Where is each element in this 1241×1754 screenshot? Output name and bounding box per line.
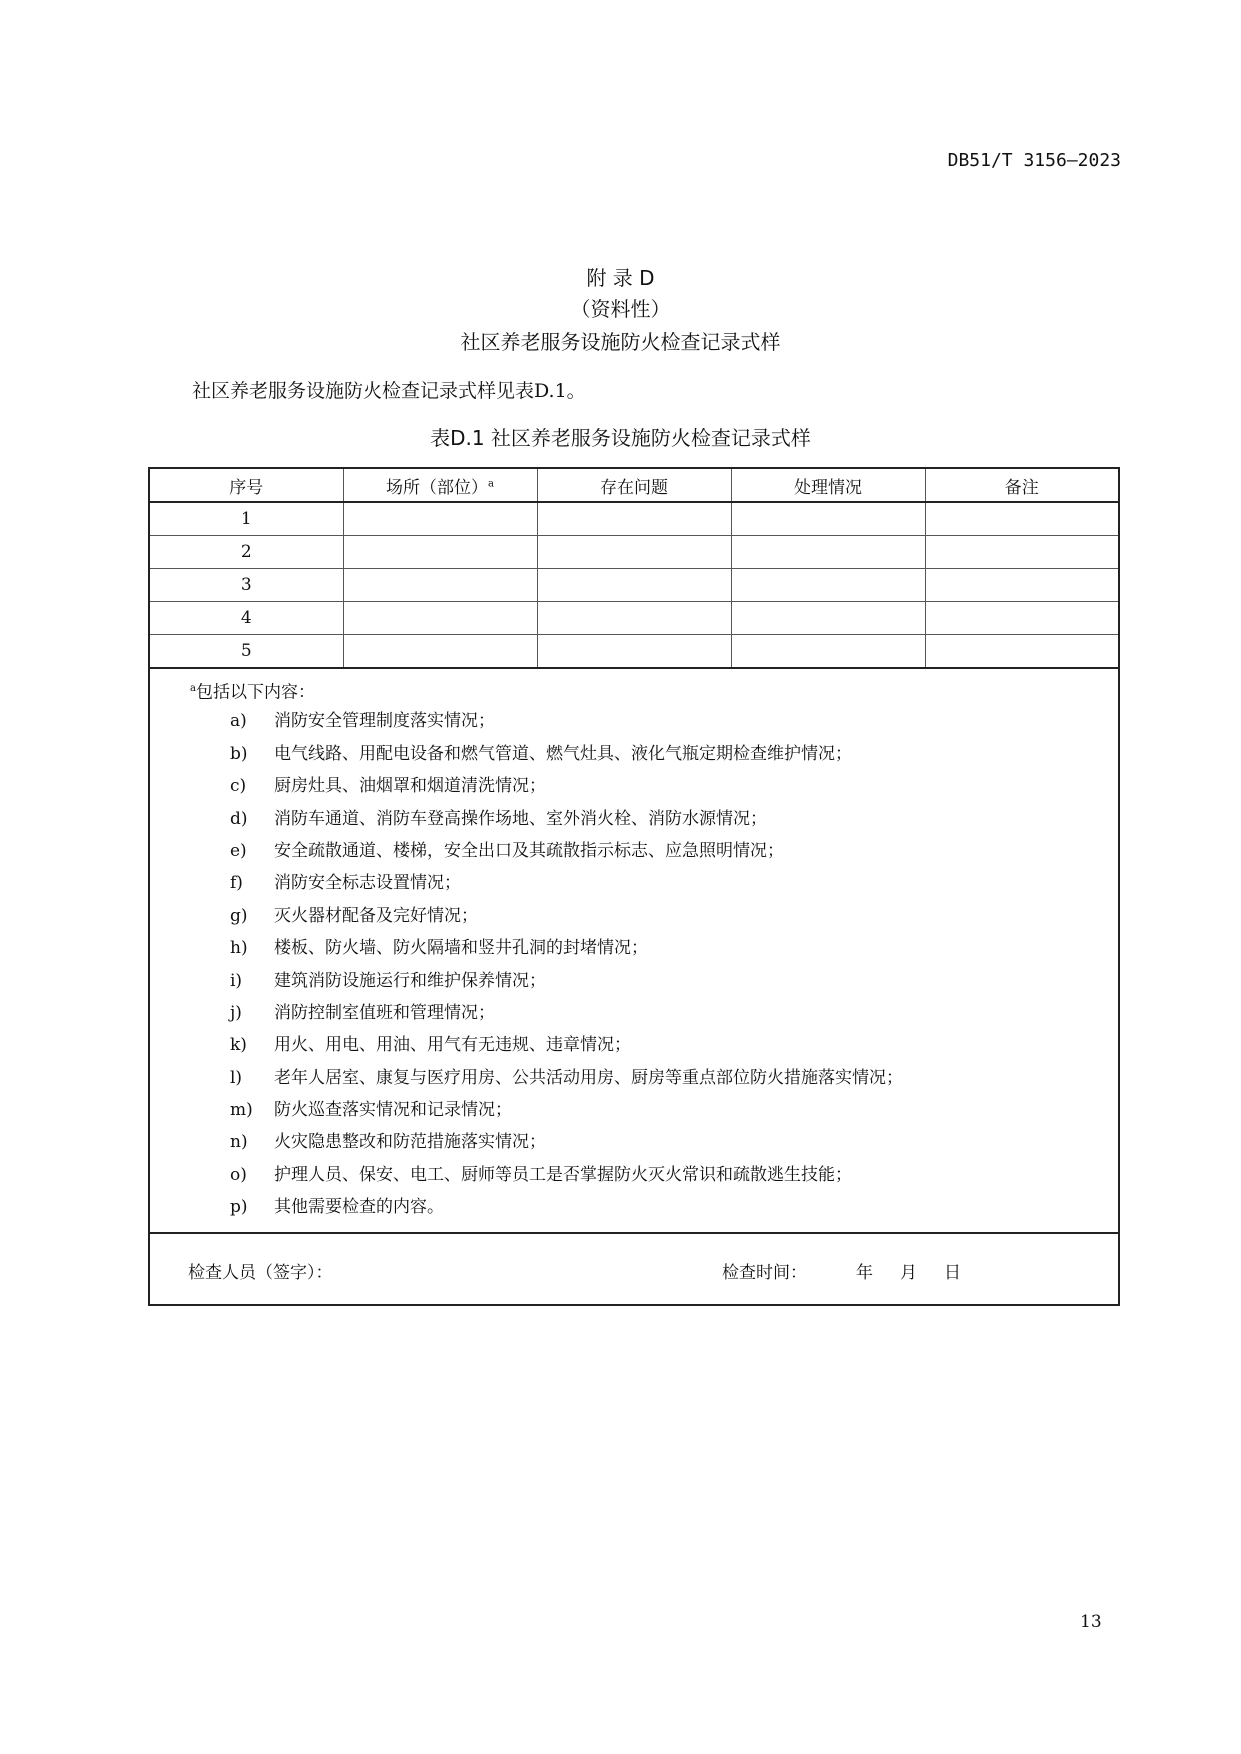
table-row: [149, 502, 1119, 536]
empty-cell: [925, 502, 1119, 536]
item-text: 消防控制室值班和管理情况；: [274, 1002, 495, 1023]
header-cell: 备注: [925, 468, 1119, 502]
list-item: [190, 1159, 1118, 1191]
row-number: 5: [149, 635, 343, 669]
empty-cell: [731, 536, 925, 569]
time-label: 检查时间：: [722, 1262, 807, 1283]
item-text: 安全疏散通道、楼梯，安全出口及其疏散指示标志、应急照明情况；: [274, 840, 784, 861]
row-number: 4: [149, 602, 343, 635]
empty-cell: [925, 602, 1119, 635]
item-text: 老年人居室、康复与医疗用房、公共活动用房、厨房等重点部位防火措施落实情况；: [274, 1067, 903, 1088]
page-number: 13: [1080, 1612, 1102, 1632]
list-item: [190, 705, 1118, 737]
item-key: i): [230, 970, 243, 991]
item-key: m): [230, 1100, 253, 1121]
empty-cell: [537, 536, 731, 569]
table-header-row: [149, 468, 1119, 502]
month-label: 月: [900, 1262, 917, 1283]
empty-cell: [925, 569, 1119, 602]
item-text: 建筑消防设施运行和维护保养情况；: [274, 970, 546, 991]
empty-cell: [343, 602, 537, 635]
empty-cell: [731, 602, 925, 635]
item-key: e): [230, 840, 247, 861]
header-cell: [343, 468, 537, 502]
list-item: [190, 770, 1118, 802]
empty-cell: [925, 635, 1119, 669]
empty-cell: [537, 502, 731, 536]
empty-cell: [343, 569, 537, 602]
item-key: h): [230, 938, 248, 959]
empty-cell: [537, 635, 731, 669]
list-item: [190, 738, 1118, 770]
signature-row: [149, 1233, 1119, 1305]
item-key: g): [230, 905, 248, 926]
empty-cell: [343, 502, 537, 536]
header-cell: 序号: [149, 468, 343, 502]
table-caption: 表D.1 社区养老服务设施防火检查记录式样: [430, 426, 811, 450]
table-row: [149, 536, 1119, 569]
table-row: [149, 602, 1119, 635]
list-item: [190, 1029, 1118, 1061]
header-cell: 存在问题: [537, 468, 731, 502]
item-text: 楼板、防火墙、防火隔墙和竖井孔洞的封堵情况；: [274, 938, 648, 959]
item-key: k): [230, 1035, 247, 1056]
header-label: 场所（部位）: [386, 477, 489, 498]
item-key: a): [230, 711, 247, 732]
doc-code: DB51/T 3156—2023: [947, 150, 1121, 171]
list-item: [190, 1094, 1118, 1126]
notes-cell: [149, 668, 1119, 1233]
item-key: o): [230, 1164, 247, 1185]
item-text: 用火、用电、用油、用气有无违规、违章情况；: [274, 1035, 631, 1056]
row-number: 1: [149, 502, 343, 536]
item-key: l): [230, 1067, 243, 1088]
table-row: [149, 569, 1119, 602]
appendix-title: 社区养老服务设施防火检查记录式样: [460, 330, 781, 354]
empty-cell: [343, 635, 537, 669]
item-text: 消防安全管理制度落实情况；: [274, 711, 495, 732]
item-key: d): [230, 808, 248, 829]
item-key: p): [230, 1197, 248, 1218]
inspection-table: [148, 467, 1120, 1306]
inspector-label: 检查人员（签字）：: [188, 1262, 333, 1283]
list-item: [190, 803, 1118, 835]
list-item: [190, 867, 1118, 899]
item-text: 厨房灶具、油烟罩和烟道清洗情况；: [274, 776, 546, 797]
item-text: 消防安全标志设置情况；: [274, 873, 461, 894]
footnote-mark: a: [190, 683, 196, 694]
item-text: 防火巡查落实情况和记录情况；: [274, 1100, 512, 1121]
item-text: 电气线路、用配电设备和燃气管道、燃气灶具、液化气瓶定期检查维护情况；: [274, 743, 852, 764]
item-text: 火灾隐患整改和防范措施落实情况；: [274, 1132, 546, 1153]
item-text: 护理人员、保安、电工、厨师等员工是否掌握防火灭火常识和疏散逃生技能；: [274, 1164, 852, 1185]
item-key: j): [230, 1002, 242, 1023]
list-item: [190, 1062, 1118, 1094]
day-label: 日: [944, 1262, 961, 1283]
row-number: 3: [149, 569, 343, 602]
empty-cell: [731, 502, 925, 536]
item-text: 消防车通道、消防车登高操作场地、室外消火栓、消防水源情况；: [274, 808, 767, 829]
appendix-type: （资料性）: [570, 297, 671, 321]
list-item: [190, 997, 1118, 1029]
list-item: [190, 965, 1118, 997]
empty-cell: [925, 536, 1119, 569]
item-text: 灭火器材配备及完好情况；: [274, 905, 478, 926]
list-item: [190, 835, 1118, 867]
list-item: [190, 1191, 1118, 1223]
note-intro: 包括以下内容：: [195, 682, 315, 703]
item-key: n): [230, 1132, 248, 1153]
empty-cell: [537, 569, 731, 602]
intro-paragraph: 社区养老服务设施防火检查记录式样见表D.1。: [192, 380, 586, 402]
list-item: [190, 1126, 1118, 1158]
row-number: 2: [149, 536, 343, 569]
appendix-label: 附 录 D: [586, 266, 655, 290]
footnote-mark: a: [488, 477, 494, 489]
empty-cell: [343, 536, 537, 569]
empty-cell: [731, 635, 925, 669]
list-item: [190, 900, 1118, 932]
table-row: [149, 635, 1119, 669]
header-cell: 处理情况: [731, 468, 925, 502]
item-key: b): [230, 743, 248, 764]
empty-cell: [731, 569, 925, 602]
year-label: 年: [856, 1262, 873, 1283]
item-key: f): [230, 873, 243, 894]
item-key: c): [230, 776, 247, 797]
list-item: [190, 932, 1118, 964]
empty-cell: [537, 602, 731, 635]
item-text: 其他需要检查的内容。: [274, 1197, 444, 1218]
